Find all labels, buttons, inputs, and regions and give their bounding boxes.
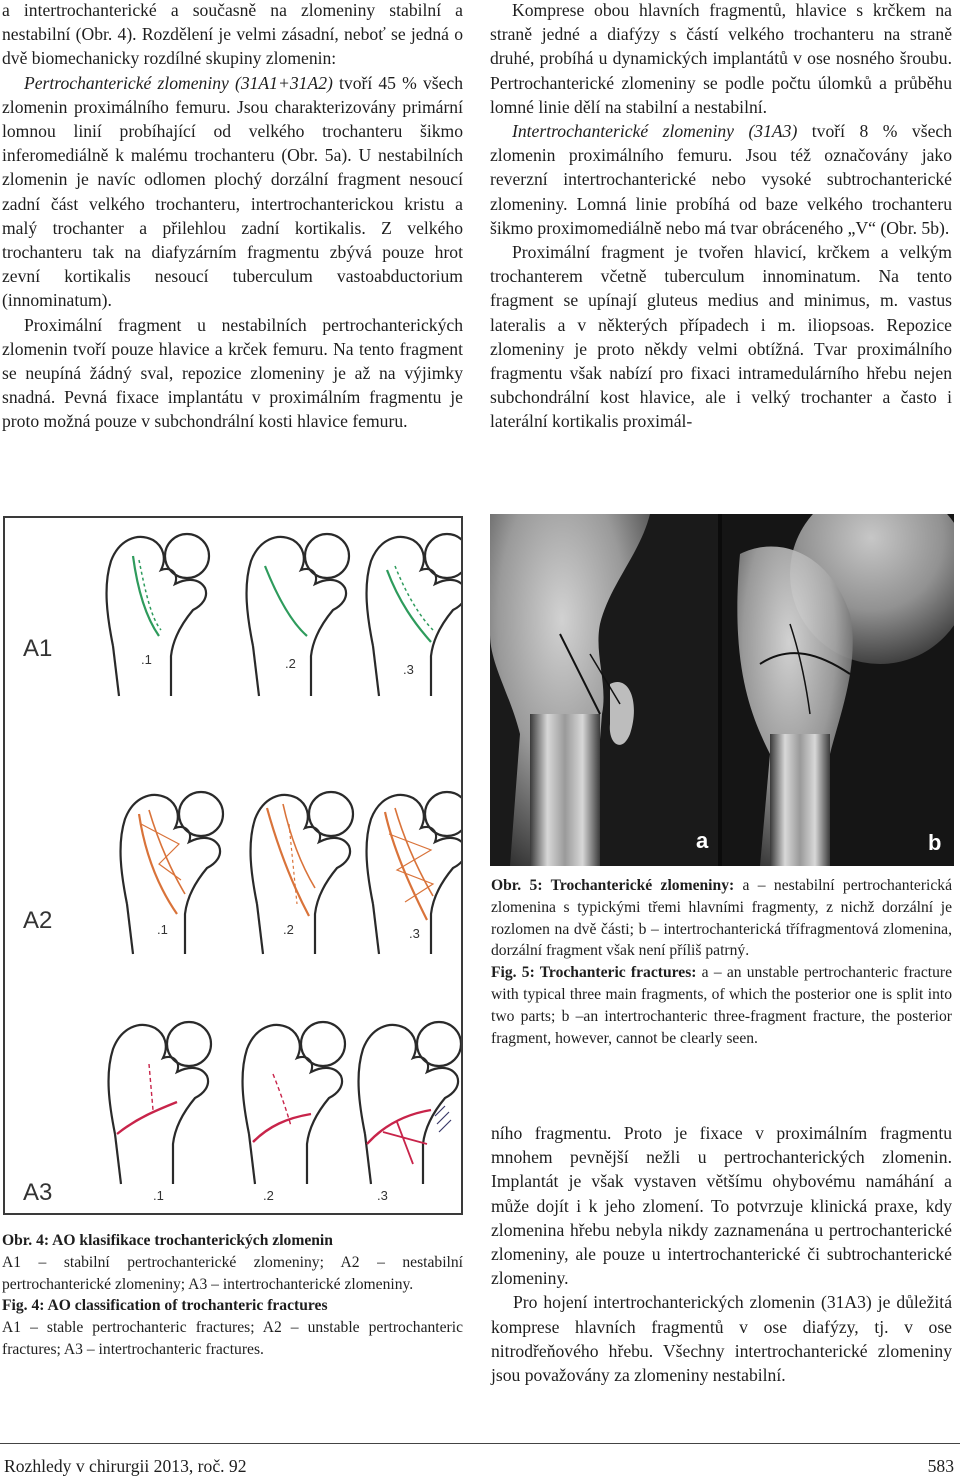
caption-text: a – an unstable pertrochanteric fracture with typical three main fragments, of which the posterior one is split into two parts; b –an intertrochanteric three-fragment fracture, the posterior fragment, however, cannot be clearly seen. — [491, 964, 952, 1047]
paragraph: Proximální fragment u nestabilních pertrochanterických zlomenin tvoří pouze hlavice a krček femuru. Na tento fragment se neupíná žádný sval, repozice zlomeniny je až na výjimky snadná. Pevná fixace implantátu v proximálním fragmentu je proto možná pouze v subchondrální kosti hlavice femuru. — [2, 314, 463, 432]
caption-en — [491, 962, 952, 1049]
subtype-label: .2 — [285, 656, 296, 671]
caption-title: Fig. 5: Trochanteric fractures: — [491, 964, 697, 982]
subtype-label: .1 — [141, 652, 152, 667]
subtype-label: .1 — [153, 1188, 164, 1203]
term-intertrochanteric: Intertrochanterické zlomeniny (31A3) — [512, 121, 798, 142]
paragraph: Pro hojení intertrochanterických zlomenin (31A3) je důležitá komprese hlavních fragmentů v ose diafýzy, tj. v ose nitrodřeňového hřebu. Všechny intertrochanterické zlomeniny jsou považovány za zlomeniny nestabilní. — [491, 1292, 952, 1386]
subtype-label: .1 — [157, 922, 168, 937]
figure-4-caption — [2, 1230, 463, 1361]
caption-cz-title — [2, 1230, 463, 1252]
paragraph — [490, 119, 952, 240]
caption-title: Obr. 5: Trochanterické zlomeniny: — [491, 877, 735, 894]
ao-classification-drawing — [5, 518, 461, 1213]
xray-panel-b — [722, 514, 954, 866]
paragraph-text: tvoří 45 % všech zlomenin proximálního femuru. Jsou charakterizovány primární lomnou linií probíhající od velkého trochanteru šikmo inferomediálně k malému trochanteru (Obr. 5a). U nestabilních zlomenin je navíc odlomen plochý dorzální fragment nesoucí zadní část velkého trochanteru, intertrochanterickou kristu a malý trochanter a přilehlou zadní kortikalis. Z velkého trochanteru tak na diafyzárním fragmentu zbývá pouze hrot zevní kortikalis nesoucí tuberculum vastoabductorium (innominatum). — [2, 72, 464, 311]
caption-en-title — [2, 1295, 463, 1317]
row-label-a1: A1 — [23, 635, 53, 662]
text-column-right — [490, 0, 952, 434]
page-footer — [0, 1443, 960, 1480]
caption-cz — [491, 875, 952, 962]
text-column-left — [2, 0, 463, 434]
figure-ao-classification — [3, 516, 463, 1215]
paragraph — [2, 71, 463, 313]
text-column-lower-right — [491, 1121, 952, 1387]
xray-panels — [490, 514, 954, 866]
row-a2 — [23, 792, 461, 954]
panel-label-b: b — [928, 830, 942, 855]
paragraph-text: tvoří 8 % všech zlomenin proximálního femuru. Jsou též označovány jako reverzní intertrochanterické nebo vysoké subtrochanterické zlomeniny. Lomná linie probíhá od baze velkého trochanteru šikmo proximomediálně nebo má tvar obráceného „V“ (Obr. 5b). — [490, 121, 952, 238]
row-label-a3: A3 — [23, 1179, 53, 1206]
paragraph: ního fragmentu. Proto je fixace v proximálním fragmentu mnohem pevnější nežli u pertrochanterických zlomenin. Implantát je však vystaven většímu ohybovému namáhání a může dojít i k jeho zlomení. To potvrzuje klinická praxe, kdy zlomenina hřebu nebyla nikdy zaznamenána u pertrochanterické zlomeniny, ale pouze u intertrochanterické či subtrochanterické zlomeniny. — [491, 1123, 952, 1289]
subtype-label: .3 — [403, 662, 414, 677]
panel-label-a: a — [696, 828, 709, 853]
figure-xrays — [490, 514, 954, 866]
term-pertrochanteric: Pertrochanterické zlomeniny (31A1+31A2) — [24, 72, 333, 93]
paragraph: a intertrochanterické a současně na zlomeniny stabilní a nestabilní (Obr. 4). Rozdělení je velmi zásadní, neboť se jedná o dvě biomechanicky rozdílné skupiny zlomenin: — [2, 0, 463, 69]
journal-name: Rozhledy v chirurgii 2013, roč. 92 — [4, 1456, 247, 1476]
paragraph: Komprese obou hlavních fragmentů, hlavice s krčkem na straně jedné a diafýzy s částí velkého trochanteru na straně druhé, probíhá u dynamických implantátů v ose nosného šroubu. Pertrochanterické zlomeniny se podle počtu úlomků a průběhu lomné linie dělí na stabilní a nestabilní. — [490, 0, 952, 117]
row-a1 — [23, 534, 461, 696]
caption-text: a – nestabilní pertrochanterická zlomenina s typickými třemi hlavními fragmenty, z nichž dorzální je rozlomen na dvě části; b – intertrochanterická třífragmentová zlomenina, dorzální fragment však není příliš patrný. — [491, 877, 952, 960]
page-number: 583 — [927, 1456, 954, 1476]
paragraph: Proximální fragment je tvořen hlavicí, krčkem a velkým trochanterem včetně tuberculum innominatum. Na tento fragment se upínají gluteus medius and minimus, m. vastus lateralis a v některých případech i m. iliopsoas. Repozice zlomeniny je proto někdy velmi obtížná. Tvar proximálního fragmentu však nabízí pro fixaci intramedulárního hřebu nejen subchondrální kost hlavice, ale i velký trochanter a často i laterální kortikalis proximál- — [490, 242, 952, 432]
row-a3 — [23, 1022, 461, 1206]
xray-panel-a — [490, 514, 718, 866]
caption-cz-text: A1 – stabilní pertrochanterické zlomeniny; A2 – nestabilní pertrochanterické zlomeniny; A3 – intertrochanterické zlomeniny. — [2, 1253, 463, 1293]
subtype-label: .3 — [409, 926, 420, 941]
subtype-label: .2 — [283, 922, 294, 937]
subtype-label: .2 — [263, 1188, 274, 1203]
caption-en-text: A1 – stable pertrochanteric fractures; A2 – unstable pertrochanteric fractures; A3 – intertrochanteric fractures. — [2, 1319, 463, 1358]
caption-title: Obr. 4: AO klasifikace trochanterických zlomenin — [2, 1232, 333, 1249]
caption-title: Fig. 4: AO classification of trochanteric fractures — [2, 1297, 328, 1315]
row-label-a2: A2 — [23, 907, 53, 934]
figure-5-caption — [491, 875, 952, 1049]
subtype-label: .3 — [377, 1188, 388, 1203]
